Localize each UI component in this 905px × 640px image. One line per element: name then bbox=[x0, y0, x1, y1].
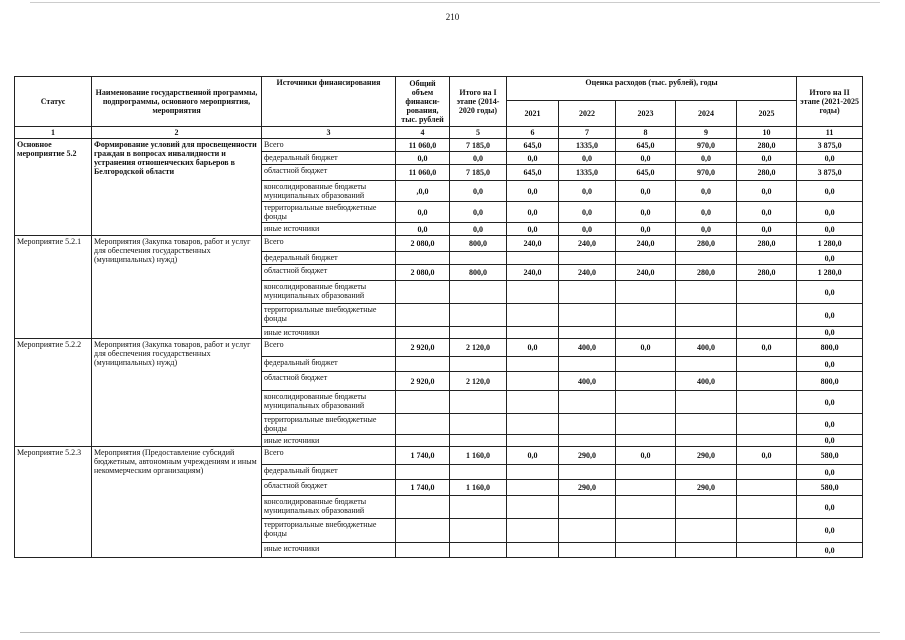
name-cell: Формирование условий для просвещенности граждан в вопросах инвалидности и устранения отношенческих барьеров в Белгородской области bbox=[92, 139, 262, 236]
value-cell bbox=[507, 252, 559, 265]
column-number: 1 bbox=[15, 127, 92, 139]
header-estimate: Оценка расходов (тыс. рублей), годы bbox=[507, 77, 797, 101]
value-cell: 970,0 bbox=[676, 139, 737, 152]
table-header bbox=[15, 77, 863, 139]
value-cell bbox=[616, 480, 676, 496]
source-cell: консолидированные бюджеты муниципальных образований bbox=[262, 391, 396, 414]
value-cell bbox=[616, 435, 676, 447]
column-number: 9 bbox=[676, 127, 737, 139]
source-cell: Всего bbox=[262, 339, 396, 357]
value-cell: 0,0 bbox=[797, 465, 863, 480]
column-number: 7 bbox=[559, 127, 616, 139]
value-cell: 0,0 bbox=[797, 181, 863, 202]
value-cell bbox=[507, 465, 559, 480]
value-cell bbox=[507, 372, 559, 391]
value-cell bbox=[737, 519, 797, 543]
value-cell: 240,0 bbox=[507, 236, 559, 252]
value-cell: 0,0 bbox=[797, 223, 863, 236]
value-cell: 645,0 bbox=[616, 139, 676, 152]
value-cell bbox=[676, 252, 737, 265]
value-cell bbox=[559, 304, 616, 327]
value-cell bbox=[737, 414, 797, 435]
value-cell bbox=[507, 391, 559, 414]
value-cell: 290,0 bbox=[559, 447, 616, 465]
value-cell: 2 080,0 bbox=[396, 236, 450, 252]
value-cell: 0,0 bbox=[616, 447, 676, 465]
value-cell: 2 920,0 bbox=[396, 372, 450, 391]
value-cell: 1335,0 bbox=[559, 165, 616, 181]
value-cell: 0,0 bbox=[797, 327, 863, 339]
value-cell bbox=[676, 391, 737, 414]
value-cell bbox=[396, 496, 450, 519]
value-cell bbox=[559, 435, 616, 447]
value-cell: 0,0 bbox=[507, 223, 559, 236]
value-cell: 0,0 bbox=[450, 223, 507, 236]
source-cell: областной бюджет bbox=[262, 372, 396, 391]
bottom-rule bbox=[20, 632, 880, 633]
value-cell: 0,0 bbox=[616, 181, 676, 202]
value-cell: 0,0 bbox=[507, 202, 559, 223]
source-cell: иные источники bbox=[262, 435, 396, 447]
source-cell: иные источники bbox=[262, 543, 396, 558]
header-name: Наименование государственной программы, подпрограммы, основного мероприятия, мероприятия bbox=[92, 77, 262, 127]
value-cell: 0,0 bbox=[559, 152, 616, 165]
value-cell: 0,0 bbox=[676, 223, 737, 236]
table-row bbox=[15, 447, 863, 465]
value-cell bbox=[450, 252, 507, 265]
name-cell: Мероприятия (Предоставление субсидий бюджетным, автономным учреждениям и иным некоммерческим организациям) bbox=[92, 447, 262, 558]
source-cell: консолидированные бюджеты муниципальных образований bbox=[262, 181, 396, 202]
value-cell bbox=[616, 414, 676, 435]
source-cell: территориальные внебюджетные фонды bbox=[262, 202, 396, 223]
value-cell bbox=[396, 391, 450, 414]
value-cell: 1 280,0 bbox=[797, 236, 863, 252]
column-number: 5 bbox=[450, 127, 507, 139]
value-cell: 280,0 bbox=[737, 265, 797, 281]
value-cell bbox=[450, 414, 507, 435]
value-cell bbox=[616, 519, 676, 543]
value-cell bbox=[396, 543, 450, 558]
value-cell: 800,0 bbox=[450, 236, 507, 252]
value-cell bbox=[737, 435, 797, 447]
value-cell: 1 740,0 bbox=[396, 447, 450, 465]
value-cell bbox=[507, 543, 559, 558]
value-cell: 0,0 bbox=[797, 281, 863, 304]
value-cell: 240,0 bbox=[559, 265, 616, 281]
value-cell: 0,0 bbox=[737, 181, 797, 202]
value-cell: 0,0 bbox=[676, 202, 737, 223]
value-cell: 0,0 bbox=[797, 252, 863, 265]
source-cell: федеральный бюджет bbox=[262, 152, 396, 165]
value-cell: 1 740,0 bbox=[396, 480, 450, 496]
page-number: 210 bbox=[445, 12, 460, 22]
header-status: Статус bbox=[15, 77, 92, 127]
column-number: 8 bbox=[616, 127, 676, 139]
value-cell: 0,0 bbox=[396, 152, 450, 165]
value-cell: 0,0 bbox=[396, 223, 450, 236]
value-cell: 290,0 bbox=[559, 480, 616, 496]
source-cell: Всего bbox=[262, 236, 396, 252]
value-cell: 0,0 bbox=[797, 414, 863, 435]
value-cell bbox=[396, 435, 450, 447]
value-cell bbox=[676, 519, 737, 543]
value-cell: 0,0 bbox=[396, 202, 450, 223]
value-cell: 1 160,0 bbox=[450, 480, 507, 496]
source-cell: иные источники bbox=[262, 327, 396, 339]
value-cell bbox=[676, 543, 737, 558]
value-cell: 240,0 bbox=[507, 265, 559, 281]
value-cell bbox=[559, 357, 616, 372]
value-cell bbox=[507, 304, 559, 327]
value-cell bbox=[616, 327, 676, 339]
source-cell: Всего bbox=[262, 139, 396, 152]
value-cell bbox=[559, 252, 616, 265]
value-cell bbox=[676, 304, 737, 327]
value-cell: 0,0 bbox=[797, 543, 863, 558]
top-rule bbox=[30, 2, 880, 3]
value-cell bbox=[737, 327, 797, 339]
value-cell: 0,0 bbox=[559, 202, 616, 223]
value-cell bbox=[450, 281, 507, 304]
name-cell: Мероприятия (Закупка товаров, работ и услуг для обеспечения государственных (муниципальных) нужд) bbox=[92, 236, 262, 339]
value-cell bbox=[396, 327, 450, 339]
table-row bbox=[15, 339, 863, 357]
status-cell: Мероприятие 5.2.1 bbox=[15, 236, 92, 339]
value-cell: 0,0 bbox=[507, 181, 559, 202]
value-cell bbox=[450, 465, 507, 480]
source-cell: территориальные внебюджетные фонды bbox=[262, 519, 396, 543]
source-cell: областной бюджет bbox=[262, 265, 396, 281]
value-cell: 280,0 bbox=[676, 236, 737, 252]
value-cell bbox=[396, 465, 450, 480]
value-cell: ,0,0 bbox=[396, 181, 450, 202]
value-cell bbox=[737, 543, 797, 558]
value-cell bbox=[616, 543, 676, 558]
value-cell bbox=[616, 357, 676, 372]
value-cell bbox=[737, 357, 797, 372]
value-cell: 240,0 bbox=[616, 236, 676, 252]
value-cell bbox=[450, 496, 507, 519]
source-cell: федеральный бюджет bbox=[262, 357, 396, 372]
value-cell: 0,0 bbox=[797, 519, 863, 543]
value-cell: 0,0 bbox=[676, 181, 737, 202]
value-cell: 0,0 bbox=[676, 152, 737, 165]
value-cell bbox=[559, 465, 616, 480]
value-cell bbox=[450, 391, 507, 414]
value-cell: 0,0 bbox=[737, 223, 797, 236]
column-number: 10 bbox=[737, 127, 797, 139]
value-cell: 580,0 bbox=[797, 447, 863, 465]
value-cell: 280,0 bbox=[676, 265, 737, 281]
value-cell: 1 280,0 bbox=[797, 265, 863, 281]
value-cell bbox=[450, 435, 507, 447]
value-cell: 0,0 bbox=[616, 339, 676, 357]
source-cell: консолидированные бюджеты муниципальных образований bbox=[262, 496, 396, 519]
value-cell bbox=[676, 281, 737, 304]
value-cell: 800,0 bbox=[797, 339, 863, 357]
source-cell: федеральный бюджет bbox=[262, 252, 396, 265]
value-cell: 7 185,0 bbox=[450, 165, 507, 181]
value-cell bbox=[737, 281, 797, 304]
value-cell bbox=[507, 480, 559, 496]
status-cell: Основное мероприятие 5.2 bbox=[15, 139, 92, 236]
value-cell: 3 875,0 bbox=[797, 139, 863, 152]
value-cell bbox=[559, 519, 616, 543]
value-cell: 970,0 bbox=[676, 165, 737, 181]
source-cell: областной бюджет bbox=[262, 165, 396, 181]
value-cell bbox=[616, 281, 676, 304]
table-row bbox=[15, 236, 863, 252]
header-year: 2023 bbox=[616, 101, 676, 127]
value-cell: 800,0 bbox=[797, 372, 863, 391]
value-cell bbox=[396, 281, 450, 304]
value-cell: 0,0 bbox=[797, 391, 863, 414]
table-row bbox=[15, 139, 863, 152]
value-cell bbox=[559, 391, 616, 414]
source-cell: иные источники bbox=[262, 223, 396, 236]
value-cell: 3 875,0 bbox=[797, 165, 863, 181]
value-cell: 11 060,0 bbox=[396, 165, 450, 181]
value-cell: 0,0 bbox=[797, 304, 863, 327]
value-cell bbox=[737, 372, 797, 391]
value-cell: 2 120,0 bbox=[450, 339, 507, 357]
value-cell: 280,0 bbox=[737, 165, 797, 181]
value-cell: 0,0 bbox=[507, 339, 559, 357]
value-cell: 0,0 bbox=[616, 152, 676, 165]
value-cell: 400,0 bbox=[559, 339, 616, 357]
value-cell: 645,0 bbox=[616, 165, 676, 181]
value-cell: 0,0 bbox=[450, 202, 507, 223]
value-cell bbox=[737, 391, 797, 414]
value-cell bbox=[396, 414, 450, 435]
value-cell bbox=[559, 281, 616, 304]
budget-table bbox=[14, 76, 863, 558]
value-cell: 0,0 bbox=[450, 181, 507, 202]
header-stage2: Итого на II этапе (2021-2025 годы) bbox=[797, 77, 863, 127]
value-cell: 240,0 bbox=[559, 236, 616, 252]
value-cell bbox=[450, 357, 507, 372]
value-cell bbox=[616, 391, 676, 414]
value-cell: 290,0 bbox=[676, 447, 737, 465]
header-year: 2021 bbox=[507, 101, 559, 127]
value-cell: 240,0 bbox=[616, 265, 676, 281]
value-cell bbox=[616, 252, 676, 265]
value-cell bbox=[507, 327, 559, 339]
value-cell: 0,0 bbox=[507, 447, 559, 465]
column-number: 6 bbox=[507, 127, 559, 139]
value-cell bbox=[450, 543, 507, 558]
value-cell: 0,0 bbox=[737, 339, 797, 357]
source-cell: областной бюджет bbox=[262, 480, 396, 496]
value-cell bbox=[396, 519, 450, 543]
value-cell bbox=[737, 252, 797, 265]
value-cell bbox=[450, 304, 507, 327]
value-cell bbox=[737, 480, 797, 496]
value-cell: 0,0 bbox=[559, 181, 616, 202]
source-cell: консолидированные бюджеты муниципальных образований bbox=[262, 281, 396, 304]
value-cell bbox=[396, 252, 450, 265]
header-stage1: Итого на I этапе (2014-2020 годы) bbox=[450, 77, 507, 127]
value-cell bbox=[450, 519, 507, 543]
value-cell: 0,0 bbox=[737, 447, 797, 465]
source-cell: федеральный бюджет bbox=[262, 465, 396, 480]
value-cell: 11 060,0 bbox=[396, 139, 450, 152]
value-cell: 645,0 bbox=[507, 165, 559, 181]
value-cell bbox=[396, 357, 450, 372]
value-cell: 2 120,0 bbox=[450, 372, 507, 391]
value-cell bbox=[676, 435, 737, 447]
value-cell: 645,0 bbox=[507, 139, 559, 152]
value-cell: 290,0 bbox=[676, 480, 737, 496]
status-cell: Мероприятие 5.2.3 bbox=[15, 447, 92, 558]
column-number: 2 bbox=[92, 127, 262, 139]
value-cell: 0,0 bbox=[616, 223, 676, 236]
value-cell bbox=[616, 496, 676, 519]
value-cell: 0,0 bbox=[450, 152, 507, 165]
value-cell bbox=[559, 543, 616, 558]
value-cell: 400,0 bbox=[676, 372, 737, 391]
value-cell: 280,0 bbox=[737, 139, 797, 152]
value-cell: 0,0 bbox=[616, 202, 676, 223]
value-cell: 0,0 bbox=[797, 435, 863, 447]
value-cell bbox=[676, 327, 737, 339]
value-cell bbox=[616, 304, 676, 327]
value-cell: 0,0 bbox=[507, 152, 559, 165]
status-cell: Мероприятие 5.2.2 bbox=[15, 339, 92, 447]
name-cell: Мероприятия (Закупка товаров, работ и услуг для обеспечения государственных (муниципальных) нужд) bbox=[92, 339, 262, 447]
value-cell: 1335,0 bbox=[559, 139, 616, 152]
header-year: 2025 bbox=[737, 101, 797, 127]
value-cell: 2 080,0 bbox=[396, 265, 450, 281]
value-cell: 0,0 bbox=[559, 223, 616, 236]
header-year: 2024 bbox=[676, 101, 737, 127]
source-cell: территориальные внебюджетные фонды bbox=[262, 414, 396, 435]
column-number-row bbox=[15, 127, 863, 139]
value-cell bbox=[507, 414, 559, 435]
value-cell bbox=[559, 327, 616, 339]
value-cell bbox=[737, 496, 797, 519]
value-cell bbox=[559, 414, 616, 435]
header-sources: Источники финансирования bbox=[262, 77, 396, 127]
value-cell bbox=[507, 357, 559, 372]
value-cell bbox=[507, 435, 559, 447]
value-cell bbox=[676, 357, 737, 372]
value-cell: 580,0 bbox=[797, 480, 863, 496]
value-cell: 400,0 bbox=[676, 339, 737, 357]
header-total: Общий объем финанси-рования, тыс. рублей bbox=[396, 77, 450, 127]
column-number: 3 bbox=[262, 127, 396, 139]
value-cell bbox=[507, 496, 559, 519]
table-body bbox=[15, 139, 863, 558]
value-cell: 800,0 bbox=[450, 265, 507, 281]
value-cell bbox=[616, 372, 676, 391]
value-cell: 0,0 bbox=[737, 202, 797, 223]
value-cell: 7 185,0 bbox=[450, 139, 507, 152]
source-cell: Всего bbox=[262, 447, 396, 465]
value-cell bbox=[676, 496, 737, 519]
value-cell: 0,0 bbox=[797, 202, 863, 223]
value-cell bbox=[676, 414, 737, 435]
column-number: 11 bbox=[797, 127, 863, 139]
column-number: 4 bbox=[396, 127, 450, 139]
value-cell: 2 920,0 bbox=[396, 339, 450, 357]
value-cell: 0,0 bbox=[797, 152, 863, 165]
value-cell: 1 160,0 bbox=[450, 447, 507, 465]
source-cell: территориальные внебюджетные фонды bbox=[262, 304, 396, 327]
value-cell: 400,0 bbox=[559, 372, 616, 391]
value-cell bbox=[507, 519, 559, 543]
value-cell bbox=[676, 465, 737, 480]
value-cell bbox=[559, 496, 616, 519]
value-cell bbox=[507, 281, 559, 304]
value-cell bbox=[737, 304, 797, 327]
value-cell: 0,0 bbox=[737, 152, 797, 165]
header-year: 2022 bbox=[559, 101, 616, 127]
value-cell: 280,0 bbox=[737, 236, 797, 252]
value-cell: 0,0 bbox=[797, 496, 863, 519]
value-cell bbox=[737, 465, 797, 480]
value-cell bbox=[450, 327, 507, 339]
value-cell bbox=[396, 304, 450, 327]
value-cell: 0,0 bbox=[797, 357, 863, 372]
value-cell bbox=[616, 465, 676, 480]
